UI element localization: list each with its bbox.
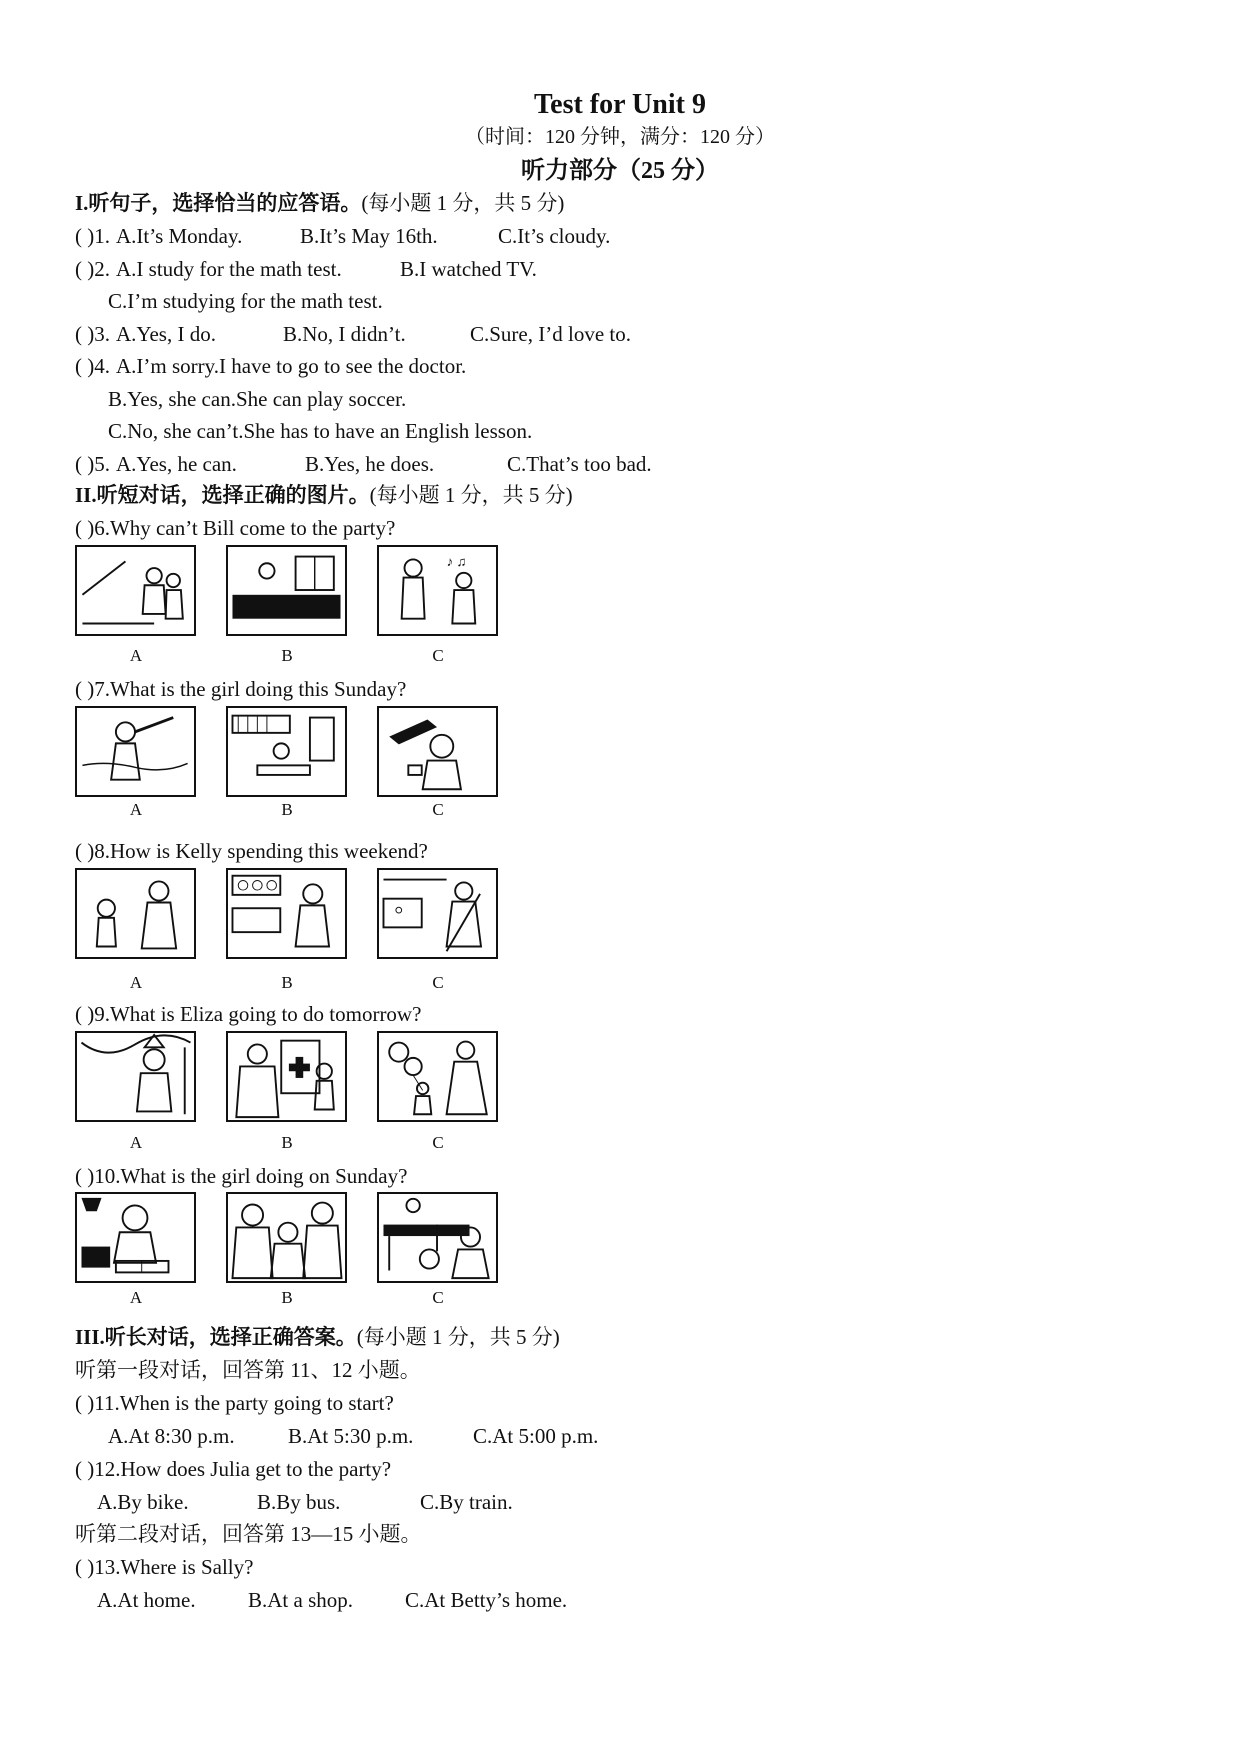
- q10-picture-a: [75, 1192, 196, 1283]
- q11-option-a: A.At 8:30 p.m.: [108, 1424, 235, 1448]
- q10-caption-c: C: [432, 1288, 444, 1307]
- q2-option-c: C.I’m studying for the math test.: [108, 289, 383, 313]
- q7-question: ( )7.What is the girl doing this Sunday?: [75, 677, 407, 701]
- page-title: Test for Unit 9: [534, 89, 706, 120]
- part3-note: (每小题 1 分，共 5 分): [356, 1325, 560, 1349]
- q1-number: ( )1.: [75, 224, 110, 248]
- q6-caption-c: C: [432, 646, 444, 665]
- q5-option-a: A.Yes, he can.: [116, 452, 237, 476]
- q6-question: ( )6.Why can’t Bill come to the party?: [75, 516, 396, 540]
- q4-number: ( )4.: [75, 354, 110, 378]
- svg-text:♪ ♫: ♪ ♫: [446, 554, 467, 570]
- q4-option-a: A.I’m sorry.I have to go to see the doctor.: [116, 354, 467, 378]
- q7-caption-c: C: [432, 800, 444, 819]
- q7-picture-b: [226, 706, 347, 797]
- q4-option-b: B.Yes, she can.She can play soccer.: [108, 387, 407, 411]
- q1-option-c: C.It’s cloudy.: [498, 224, 611, 248]
- part1-note: (每小题 1 分，共 5 分): [361, 191, 565, 215]
- part3-intro-2: 听第二段对话，回答第 13—15 小题。: [75, 1522, 422, 1546]
- q13-option-a: A.At home.: [97, 1588, 196, 1612]
- part3-heading: III.听长对话，选择正确答案。: [75, 1325, 357, 1349]
- q7-picture-a: [75, 706, 196, 797]
- q13-option-b: B.At a shop.: [248, 1588, 353, 1612]
- q7-caption-a: A: [129, 800, 143, 819]
- q13-question: ( )13.Where is Sally?: [75, 1555, 254, 1579]
- q9-picture-c: [377, 1031, 498, 1122]
- q13-option-c: C.At Betty’s home.: [405, 1588, 568, 1612]
- q10-caption-b: B: [281, 1288, 293, 1307]
- part2-note: (每小题 1 分，共 5 分): [369, 483, 573, 507]
- q8-picture-c: [377, 868, 498, 959]
- q6-picture-b: [226, 545, 347, 636]
- q8-picture-b: [226, 868, 347, 959]
- q12-option-a: A.By bike.: [97, 1490, 189, 1514]
- q6-caption-b: B: [281, 646, 293, 665]
- q8-caption-c: C: [432, 973, 444, 992]
- q6-picture-a: [75, 545, 196, 636]
- q9-caption-a: A: [129, 1133, 143, 1152]
- time-score-info: （时间：120 分钟，满分：120 分）: [465, 126, 775, 148]
- q1-option-a: A.It’s Monday.: [116, 224, 243, 248]
- q10-question: ( )10.What is the girl doing on Sunday?: [75, 1164, 408, 1188]
- part3-intro-1: 听第一段对话，回答第 11、12 小题。: [75, 1358, 421, 1382]
- q4-option-c: C.No, she can’t.She has to have an English lesson.: [108, 419, 533, 443]
- q5-option-c: C.That’s too bad.: [507, 452, 652, 476]
- q2-option-a: A.I study for the math test.: [116, 257, 342, 281]
- q12-question: ( )12.How does Julia get to the party?: [75, 1457, 392, 1481]
- q9-picture-b: [226, 1031, 347, 1122]
- q10-picture-b: [226, 1192, 347, 1283]
- q2-option-b: B.I watched TV.: [400, 257, 537, 281]
- q9-picture-a: [75, 1031, 196, 1122]
- q10-caption-a: A: [129, 1288, 143, 1307]
- q12-option-b: B.By bus.: [257, 1490, 341, 1514]
- q8-picture-a: [75, 868, 196, 959]
- q6-caption-a: A: [129, 646, 143, 665]
- q8-caption-a: A: [129, 973, 143, 992]
- listening-section-title: 听力部分（25 分）: [521, 158, 719, 184]
- q11-question: ( )11.When is the party going to start?: [75, 1391, 394, 1415]
- q11-option-c: C.At 5:00 p.m.: [473, 1424, 599, 1448]
- q5-option-b: B.Yes, he does.: [305, 452, 435, 476]
- q7-picture-c: [377, 706, 498, 797]
- part3-heading-line: [75, 1324, 560, 1350]
- q7-caption-b: B: [281, 800, 293, 819]
- q9-caption-c: C: [432, 1133, 444, 1152]
- q2-number: ( )2.: [75, 257, 110, 281]
- q11-option-b: B.At 5:30 p.m.: [288, 1424, 414, 1448]
- q3-option-c: C.Sure, I’d love to.: [470, 322, 631, 346]
- q9-question: ( )9.What is Eliza going to do tomorrow?: [75, 1002, 422, 1026]
- q8-question: ( )8.How is Kelly spending this weekend?: [75, 839, 428, 863]
- q8-caption-b: B: [281, 973, 293, 992]
- part1-heading: I.听句子，选择恰当的应答语。: [75, 191, 362, 215]
- q3-option-a: A.Yes, I do.: [116, 322, 216, 346]
- part2-heading-line: [75, 482, 573, 508]
- q3-number: ( )3.: [75, 322, 110, 346]
- q6-picture-c: [377, 545, 498, 636]
- part1-heading-line: [75, 190, 564, 216]
- q9-caption-b: B: [281, 1133, 293, 1152]
- q12-option-c: C.By train.: [420, 1490, 513, 1514]
- q10-picture-c: [377, 1192, 498, 1283]
- q3-option-b: B.No, I didn’t.: [283, 322, 406, 346]
- part2-heading: II.听短对话，选择正确的图片。: [75, 483, 370, 507]
- q5-number: ( )5.: [75, 452, 110, 476]
- q1-option-b: B.It’s May 16th.: [300, 224, 438, 248]
